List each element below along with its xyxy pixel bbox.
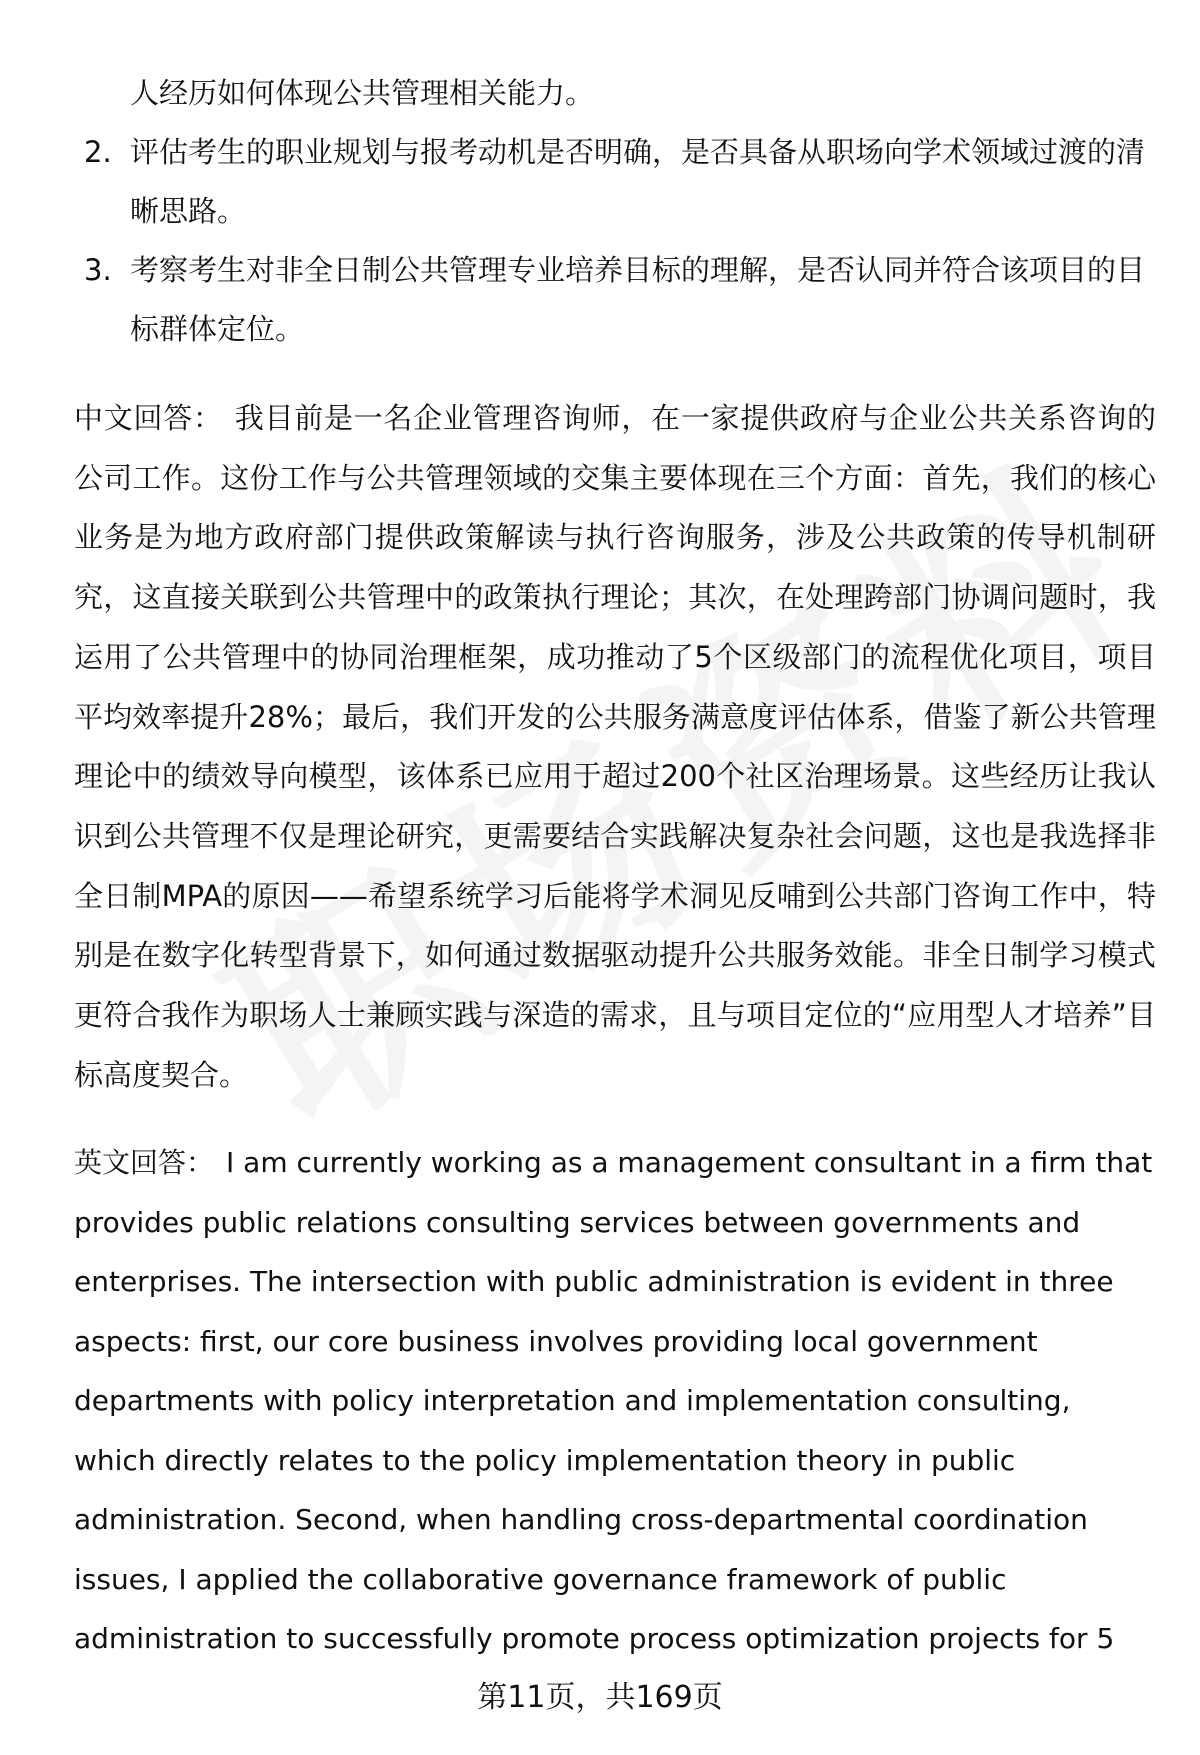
chinese-answer-label: 中文回答： — [74, 401, 223, 435]
page-number-footer: 第11页，共169页 — [477, 1680, 723, 1715]
english-answer-paragraph — [74, 1133, 1156, 1669]
list-item-number: 2. — [84, 135, 112, 169]
chinese-answer-paragraph — [74, 389, 1156, 1105]
chinese-answer-text: 我目前是一名企业管理咨询师，在一家提供政府与企业公共关系咨询的公司工作。这份工作与公共管理领域的交集主要体现在三个方面：首先，我们的核心业务是为地方政府部门提供政策解读与执行咨询服务，涉及公共政策的传导机制研究，这直接关联到公共管理中的政策执行理论；其次，在处理跨部门协调问题时，我运用了公共管理中的协同治理框架，成功推动了5个区级部门的流程优化项目，项目平均效率提升28%；最后，我们开发的公共服务满意度评估体系，借鉴了新公共管理理论中的绩效导向模型，该体系已应用于超过200个社区治理场景。这些经历让我认识到公共管理不仅是理论研究，更需要结合实践解决复杂社会问题，这也是我选择非全日制MPA的原因——希望系统学习后能将学术洞见反哺到公共部门咨询工作中，特别是在数字化转型背景下，如何通过数据驱动提升公共服务效能。非全日制学习模式更符合我作为职场人士兼顾实践与深造的需求，且与项目定位的“应用型人才培养”目标高度契合。 — [74, 401, 1156, 1092]
list-item — [74, 241, 1156, 359]
question-1-continuation: 人经历如何体现公共管理相关能力。 — [130, 76, 595, 110]
document-page — [74, 64, 1156, 1669]
question-list — [74, 123, 1156, 359]
list-item-text: 评估考生的职业规划与报考动机是否明确，是否具备从职场向学术领域过渡的清晰思路。 — [130, 135, 1146, 228]
english-answer-text: I am currently working as a management consultant in a firm that provides public relations consulting services between governments and enterprises. The intersection with public administration is evident in three aspects: first, our core business involves providing local government departments with policy interpretation and implementation consulting, which directly relates to the policy implementation theory in public administration. Second, when handling cross-departmental coordination issues, I applied the collaborative governance framework of public administration to successfully promote process optimization projects for 5 — [74, 1146, 1153, 1656]
list-item — [74, 123, 1156, 241]
list-item-number: 3. — [84, 253, 112, 287]
list-item-text: 考察考生对非全日制公共管理专业培养目标的理解，是否认同并符合该项目的目标群体定位。 — [130, 253, 1146, 346]
english-answer-label: 英文回答： — [74, 1146, 215, 1180]
